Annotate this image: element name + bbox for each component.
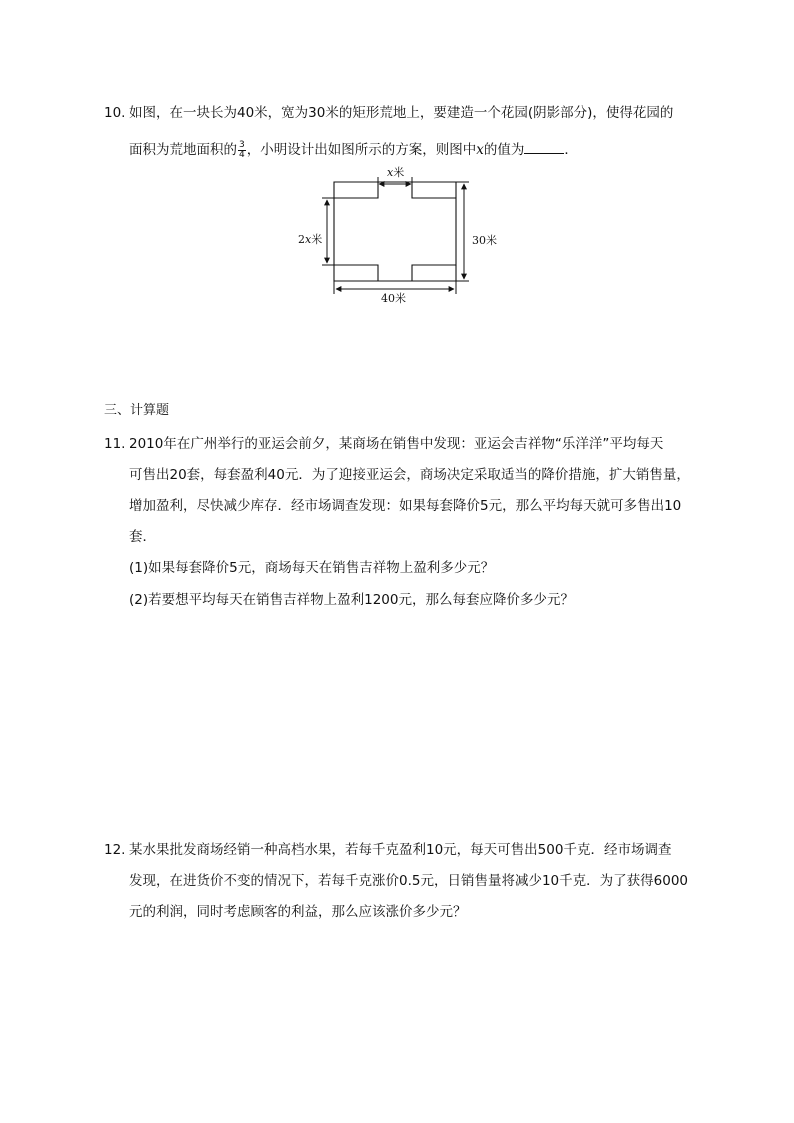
question-11-line-4: 套．	[129, 529, 156, 545]
bottom-dimension-label: 40米	[381, 292, 406, 305]
rectangle-top-left	[334, 182, 378, 198]
question-12-number: 12.	[104, 842, 126, 858]
fraction-numerator: 3	[239, 139, 245, 150]
question-11-line-3: 增加盈利，尽快减少库存．经市场调查发现：如果每套降价5元，那么平均每天就可多售出10	[129, 498, 682, 514]
right-dimension-label: 30米	[472, 234, 497, 247]
fraction-denominator: 4	[239, 149, 245, 160]
garden-outline	[334, 182, 456, 281]
rectangle-bottom-right	[412, 265, 456, 281]
question-10-text-c: 的值为	[483, 142, 525, 158]
question-12-line-3: 元的利润，同时考虑顾客的利益，那么应该涨价多少元？	[129, 904, 467, 920]
question-11-number: 11.	[104, 436, 126, 452]
variable-x: x	[476, 142, 484, 158]
garden-figure	[290, 163, 510, 308]
question-11-sub-2: (2)若要想平均每天在销售吉祥物上盈利1200元，那么每套应降价多少元？	[129, 592, 574, 608]
answer-blank[interactable]	[524, 139, 564, 154]
question-10-line-1: 如图，在一块长为40米，宽为30米的矩形荒地上，要建造一个花园(阴影部分)，使得花园的	[129, 105, 674, 121]
question-11-line-1: 2010年在广州举行的亚运会前夕，某商场在销售中发现：亚运会吉祥物“乐洋洋”平均每天	[129, 436, 664, 452]
question-10-text-b: ，小明设计出如图所示的方案，则图中	[246, 142, 477, 158]
left-dimension-label: 2x米	[298, 233, 323, 246]
question-11-sub-1: (1)如果每套降价5元，商场每天在销售吉祥物上盈利多少元？	[129, 560, 495, 576]
question-10-number: 10.	[104, 105, 126, 121]
question-12-line-2: 发现，在进货价不变的情况下，若每千克涨价0.5元，日销售量将减少10千克．为了获得6000	[129, 873, 689, 889]
question-10-line-2	[129, 139, 578, 160]
top-dimension-label: x米	[387, 166, 405, 179]
section-3-title: 三、计算题	[104, 403, 170, 418]
question-11-line-2: 可售出20套，每套盈利40元．为了迎接亚运会，商场决定采取适当的降价措施，扩大销售量，	[129, 467, 690, 483]
question-12-line-1: 某水果批发商场经销一种高档水果，若每千克盈利10元，每天可售出500千克．经市场调查	[129, 842, 672, 858]
rectangle-top-right	[412, 182, 456, 198]
question-10-text-a: 面积为荒地面积的	[129, 142, 237, 158]
fraction-three-quarters	[238, 141, 246, 160]
question-10-period: ．	[564, 142, 578, 158]
rectangle-bottom-left	[334, 265, 378, 281]
